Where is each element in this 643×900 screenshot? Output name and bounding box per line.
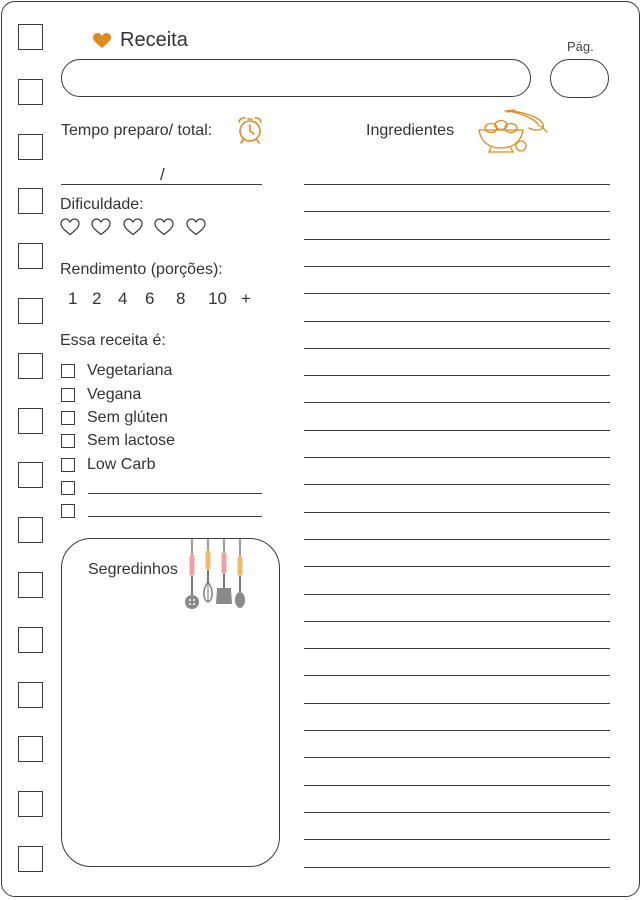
diet-label: Essa receita é: xyxy=(60,332,166,349)
recipe-name-field[interactable] xyxy=(61,59,531,97)
binder-hole xyxy=(18,24,43,50)
alarm-clock-icon xyxy=(236,115,264,145)
page-number-field[interactable] xyxy=(550,59,609,98)
ingredient-line[interactable] xyxy=(304,648,610,649)
ingredient-line[interactable] xyxy=(304,512,610,513)
ingredient-line[interactable] xyxy=(304,348,610,349)
notes-label: Segredinhos xyxy=(88,561,178,578)
diet-option-label: Low Carb xyxy=(87,456,156,473)
servings-option[interactable]: + xyxy=(241,289,251,308)
ingredient-line[interactable] xyxy=(304,566,610,567)
difficulty-heart-icon[interactable] xyxy=(60,218,80,236)
binder-hole xyxy=(18,79,43,105)
custom-diet-field[interactable] xyxy=(88,516,262,517)
binder-hole xyxy=(18,791,43,817)
servings-option[interactable]: 10 xyxy=(208,289,227,308)
checkbox[interactable] xyxy=(61,458,75,472)
ingredient-line[interactable] xyxy=(304,839,610,840)
ingredient-line[interactable] xyxy=(304,402,610,403)
page-number-label: Pág. xyxy=(567,39,594,54)
difficulty-heart-icon[interactable] xyxy=(123,218,143,236)
binder-hole xyxy=(18,846,43,872)
binder-hole xyxy=(18,572,43,598)
ingredient-line[interactable] xyxy=(304,757,610,758)
ingredient-line[interactable] xyxy=(304,730,610,731)
difficulty-heart-icon[interactable] xyxy=(186,218,206,236)
servings-label: Rendimento (porções): xyxy=(60,261,223,278)
difficulty-heart-icon[interactable] xyxy=(91,218,111,236)
ingredient-line[interactable] xyxy=(304,621,610,622)
binder-hole xyxy=(18,736,43,762)
diet-option-label: Vegana xyxy=(87,386,142,403)
page-title: Receita xyxy=(120,29,188,51)
binder-hole xyxy=(18,517,43,543)
ingredient-line[interactable] xyxy=(304,484,610,485)
ingredient-line[interactable] xyxy=(304,321,610,322)
ingredient-line[interactable] xyxy=(304,785,610,786)
binder-hole xyxy=(18,408,43,434)
servings-option[interactable]: 8 xyxy=(176,289,186,308)
binder-hole xyxy=(18,462,43,488)
time-separator: / xyxy=(160,165,165,184)
hanging-utensils-icon xyxy=(180,538,250,612)
diet-option-label: Vegetariana xyxy=(87,362,173,379)
ingredient-line[interactable] xyxy=(304,675,610,676)
ingredient-line[interactable] xyxy=(304,211,610,212)
servings-option[interactable]: 6 xyxy=(145,289,155,308)
ingredients-label: Ingredientes xyxy=(366,122,455,139)
binder-hole xyxy=(18,134,43,160)
binder-hole xyxy=(18,682,43,708)
ingredient-line[interactable] xyxy=(304,594,610,595)
time-label: Tempo preparo/ total: xyxy=(61,122,213,139)
ingredient-line[interactable] xyxy=(304,703,610,704)
diet-option-label: Sem glúten xyxy=(87,409,168,426)
ingredient-line[interactable] xyxy=(304,539,610,540)
difficulty-heart-icon[interactable] xyxy=(154,218,174,236)
ingredient-line[interactable] xyxy=(304,430,610,431)
checkbox[interactable] xyxy=(61,364,75,378)
ingredient-line[interactable] xyxy=(304,239,610,240)
custom-diet-field[interactable] xyxy=(88,493,262,494)
ingredient-line[interactable] xyxy=(304,184,610,185)
checkbox[interactable] xyxy=(61,504,75,518)
servings-option[interactable]: 4 xyxy=(118,289,128,308)
ingredient-line[interactable] xyxy=(304,867,610,868)
binder-hole xyxy=(18,298,43,324)
mixing-bowl-whisk-icon xyxy=(477,106,549,158)
checkbox[interactable] xyxy=(61,411,75,425)
ingredient-line[interactable] xyxy=(304,457,610,458)
binder-hole xyxy=(18,627,43,653)
heart-icon xyxy=(93,33,111,49)
servings-option[interactable]: 2 xyxy=(92,289,102,308)
ingredient-line[interactable] xyxy=(304,812,610,813)
checkbox[interactable] xyxy=(61,434,75,448)
diet-option-label: Sem lactose xyxy=(87,432,176,449)
checkbox[interactable] xyxy=(61,481,75,495)
checkbox[interactable] xyxy=(61,388,75,402)
servings-option[interactable]: 1 xyxy=(68,289,78,308)
binder-hole xyxy=(18,188,43,214)
ingredient-line[interactable] xyxy=(304,293,610,294)
ingredient-line[interactable] xyxy=(304,266,610,267)
difficulty-label: Dificuldade: xyxy=(60,196,144,213)
ingredient-line[interactable] xyxy=(304,375,610,376)
binder-hole xyxy=(18,243,43,269)
binder-hole xyxy=(18,353,43,379)
